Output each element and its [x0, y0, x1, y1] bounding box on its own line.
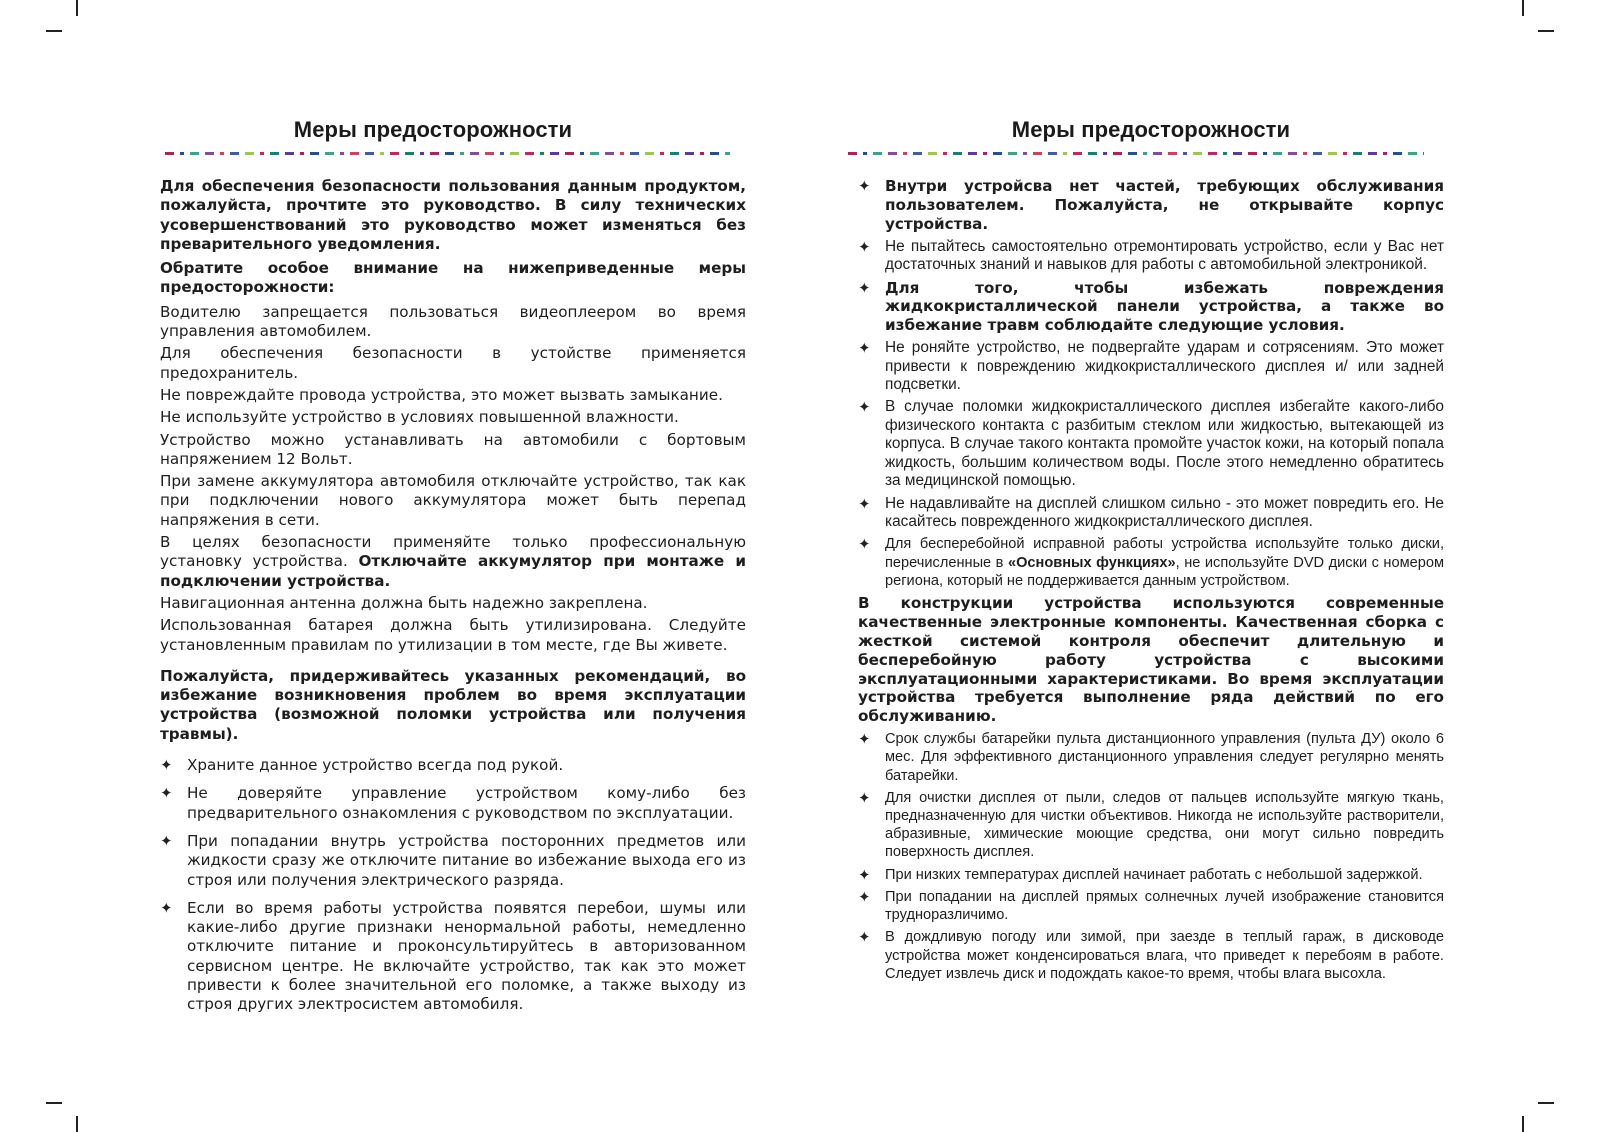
- crop-mark-bl-v: [76, 1116, 78, 1132]
- divider-dash: [710, 152, 719, 155]
- list-item-text: Не надавливайте на дисплей слишком сильно - это может повредить его. Не касайтесь поврежденного жидкокристаллического дисплея.: [885, 494, 1444, 530]
- divider-dash: [420, 152, 424, 155]
- install-text: В целях безопасности применяйте только профессиональную установку устройства.: [160, 533, 746, 571]
- list-item-text: Для очистки дисплея от пыли, следов от пальцев используйте мягкую ткань, предназначенную для чистки объективов. Никогда не используйте растворители, абразивные, химические моющие средства, они могут сильно повредить поверхность дисплея.: [885, 789, 1444, 861]
- star-bullet-icon: ✦: [160, 898, 173, 917]
- divider-dash: [1263, 152, 1267, 155]
- list-item: [858, 279, 1444, 336]
- crop-mark-br-v: [1522, 1116, 1524, 1132]
- star-bullet-icon: ✦: [160, 831, 173, 850]
- divider-dash: [430, 152, 439, 155]
- star-bullet-icon: ✦: [858, 928, 871, 947]
- list-item-text: Если во время работы устройства появятся перебои, шумы или какие-либо другие признаки ненормальной работы, немедленно отключите питание и проконсультируйтесь в авторизованном сервисном центре. Не включайте устройство, так как это может привести к более значительной его поломке, а также выходу из строя других электросистем автомобиля.: [187, 898, 746, 1014]
- list-item-text: Внутри устройсва нет частей, требующих обслуживания пользователем. Пожалуйста, не открывайте корпус устройства.: [885, 177, 1444, 233]
- divider-dash: [888, 152, 897, 155]
- divider-dash: [550, 152, 559, 155]
- divider-dash: [943, 152, 947, 155]
- star-bullet-icon: ✦: [858, 494, 871, 513]
- list-item: [160, 832, 746, 890]
- install-paragraph: [160, 533, 746, 591]
- divider-dash: [300, 152, 304, 155]
- right-bullet-list-1: [858, 177, 1444, 590]
- b7-pre-text: Для бесперебойной исправной работы устройства используйте только диски, перечисленные в: [885, 536, 1444, 571]
- list-item: [858, 535, 1444, 590]
- divider-dash: [1088, 152, 1097, 155]
- divider-dash: [1273, 152, 1282, 155]
- list-item: [858, 789, 1444, 862]
- crop-mark-tr-h: [1538, 30, 1554, 32]
- list-item-text: Не роняйте устройство, не подвергайте ударам и сотрясениям. Это может привести к повреждению жидкокристаллического дисплея и/ или задней подсветки.: [885, 339, 1444, 394]
- page-title: Меры предосторожности: [1011, 117, 1291, 142]
- color-dash-divider: [848, 152, 1424, 155]
- list-item: [160, 784, 746, 823]
- divider-dash: [1233, 152, 1242, 155]
- list-item: [858, 238, 1444, 275]
- paragraph: Для обеспечения безопасности в устойстве применяется предохранитель.: [160, 344, 746, 382]
- divider-dash: [1353, 152, 1362, 155]
- divider-dash: [380, 152, 384, 155]
- divider-dash: [470, 152, 479, 155]
- crop-mark-br-h: [1538, 1102, 1554, 1104]
- intro-text: Для обеспечения безопасности пользования данным продуктом, пожалуйста, прочтите это руководство. В силу технических усовершенствований это руководство может изменяться без преварительного уведомления.: [160, 177, 746, 253]
- divider-dash: [953, 152, 962, 155]
- divider-dash: [1368, 152, 1377, 155]
- paragraph: При замене аккумулятора автомобиля отключайте устройство, так как при подключении нового аккумулятора может быть перепад напряжения в сети.: [160, 472, 746, 529]
- divider-dash: [605, 152, 614, 155]
- divider-dash: [1288, 152, 1297, 155]
- page-title: Меры предосторожности: [293, 117, 573, 142]
- divider-dash: [285, 152, 294, 155]
- list-item-text: Не пытайтесь самостоятельно отремонтировать устройство, если у Вас нет достаточных знаний и навыков для работы с автомобильной электроникой.: [885, 237, 1444, 274]
- b7-post-text: , не используйте DVD диски с номером региона, который не поддерживается данным устройством.: [885, 554, 1445, 589]
- right-content: [858, 177, 1444, 987]
- divider-dash: [848, 152, 857, 155]
- attention-text: Обратите особое внимание на нижеприведенные меры предосторожности:: [160, 259, 746, 297]
- divider-dash: [1063, 152, 1067, 155]
- star-bullet-icon: ✦: [858, 535, 871, 554]
- divider-dash: [500, 152, 504, 155]
- divider-dash: [1423, 152, 1424, 155]
- divider-dash: [230, 152, 239, 155]
- crop-mark-bl-h: [46, 1102, 62, 1104]
- divider-dash: [873, 152, 882, 155]
- star-bullet-icon: ✦: [858, 865, 871, 884]
- divider-dash: [460, 152, 464, 155]
- divider-dash: [245, 152, 254, 155]
- list-item-text: Срок службы батарейки пульта дистанционного управления (пульта ДУ) около 6 мес. Для эффективного дистанционного управления следует регулярно менять батарейки.: [885, 731, 1444, 784]
- divider-dash: [1408, 152, 1417, 155]
- list-item: [160, 899, 746, 1015]
- divider-dash: [1313, 152, 1322, 155]
- list-item-text: Не доверяйте управление устройством кому-либо без предварительного ознакомления с руководством по эксплуатации.: [187, 784, 746, 822]
- divider-dash: [670, 152, 679, 155]
- divider-dash: [1023, 152, 1027, 155]
- divider-dash: [1248, 152, 1257, 155]
- list-item: [858, 177, 1444, 234]
- paragraph: Не повреждайте провода устройства, это может вызвать замыкание.: [160, 385, 723, 404]
- divider-dash: [485, 152, 494, 155]
- list-item: [858, 495, 1444, 532]
- divider-dash: [913, 152, 922, 155]
- right-bullet-list-2: [858, 730, 1444, 983]
- divider-dash: [325, 152, 334, 155]
- star-bullet-icon: ✦: [858, 788, 871, 807]
- star-bullet-icon: ✦: [858, 237, 871, 256]
- paragraph: Использованная батарея должна быть утилизирована. Следуйте установленным правилам по утилизации в том месте, где Вы живете.: [160, 616, 746, 654]
- divider-dash: [1048, 152, 1057, 155]
- divider-dash: [725, 152, 730, 155]
- recommend-text: Пожалуйста, придерживайтесь указанных рекомендаций, во избежание возникновения проблем во время эксплуатации устройства (возможной поломки устройства или получения травмы).: [160, 666, 746, 743]
- paragraph: Не используйте устройство в условиях повышенной влажности.: [160, 408, 679, 427]
- divider-dash: [510, 152, 519, 155]
- color-dash-divider: [165, 152, 730, 155]
- divider-dash: [1033, 152, 1042, 155]
- divider-dash: [983, 152, 987, 155]
- divider-dash: [1193, 152, 1202, 155]
- divider-dash: [928, 152, 937, 155]
- divider-dash: [630, 152, 639, 155]
- list-item: [858, 398, 1444, 490]
- b7-bold-text: «Основных функциях»: [1007, 554, 1176, 571]
- star-bullet-icon: ✦: [160, 756, 173, 775]
- divider-dash: [700, 152, 704, 155]
- divider-dash: [1223, 152, 1227, 155]
- divider-dash: [903, 152, 907, 155]
- list-item-text: При попадании на дисплей прямых солнечных лучей изображение становится трудноразличимо.: [885, 888, 1444, 924]
- crop-mark-tr-v: [1522, 0, 1524, 16]
- crop-mark-tl-v: [76, 0, 78, 16]
- divider-dash: [205, 152, 214, 155]
- divider-dash: [1128, 152, 1137, 155]
- divider-dash: [863, 152, 867, 155]
- star-bullet-icon: ✦: [858, 177, 871, 195]
- divider-dash: [1343, 152, 1347, 155]
- divider-dash: [590, 152, 599, 155]
- divider-dash: [968, 152, 977, 155]
- list-item-text: Для того, чтобы избежать повреждения жидкокристаллической панели устройства, а также во избежание травм соблюдайте следующие условия.: [885, 278, 1444, 335]
- divider-dash: [445, 152, 454, 155]
- divider-dash: [540, 152, 544, 155]
- divider-dash: [1328, 152, 1337, 155]
- divider-dash: [525, 152, 534, 155]
- divider-dash: [190, 152, 199, 155]
- divider-dash: [260, 152, 264, 155]
- star-bullet-icon: ✦: [858, 278, 871, 297]
- divider-dash: [405, 152, 414, 155]
- list-item: [858, 339, 1444, 394]
- components-text: В конструкции устройства используются современные качественные электронные компоненты. Качественная сборка с жесткой системой контроля обеспечит длительную и бесперебойную работу устройства с высокими эксплуатационными характеристиками. Во время эксплуатации устройства требуется выполнение ряда действий по его обслуживанию.: [858, 593, 1444, 726]
- divider-dash: [565, 152, 574, 155]
- install-bold-text: Отключайте аккумулятор при монтаже и подключении устройства.: [160, 552, 746, 590]
- left-content: [160, 177, 746, 1024]
- divider-dash: [1303, 152, 1307, 155]
- list-item-text: При низких температурах дисплей начинает работать с небольшой задержкой.: [885, 866, 1423, 883]
- list-item: [858, 888, 1444, 924]
- list-item: [858, 866, 1444, 884]
- divider-dash: [340, 152, 344, 155]
- divider-dash: [180, 152, 184, 155]
- divider-dash: [685, 152, 694, 155]
- list-item: [858, 730, 1444, 785]
- divider-dash: [1103, 152, 1107, 155]
- star-bullet-icon: ✦: [858, 730, 871, 749]
- list-item-text: Храните данное устройство всегда под рукой.: [187, 756, 564, 775]
- list-item-text: В случае поломки жидкокристаллического дисплея избегайте какого-либо физического контакта с разбитым стеклом или жидкостью, вытекающей из корпуса. В случае такого контакта промойте участок кожи, на который попала жидкость, большим количеством воды. После этого немедленно обратитесь за медицинской помощью.: [885, 398, 1444, 490]
- left-page: [160, 0, 746, 1132]
- list-item-text: [885, 535, 1444, 590]
- divider-dash: [1113, 152, 1122, 155]
- paragraph: Водителю запрещается пользоваться видеоплеером во время управления автомобилем.: [160, 302, 746, 341]
- divider-dash: [1208, 152, 1217, 155]
- divider-dash: [660, 152, 664, 155]
- divider-dash: [165, 152, 174, 155]
- divider-dash: [1168, 152, 1177, 155]
- divider-dash: [620, 152, 624, 155]
- left-bullet-list: [160, 756, 746, 1015]
- divider-dash: [390, 152, 399, 155]
- list-item: [858, 928, 1444, 983]
- divider-dash: [270, 152, 279, 155]
- list-item-text: В дождливую погоду или зимой, при заезде в теплый гараж, в дисководе устройства может конденсироваться влага, что приведет к перебоям в работе. Следует извлечь диск и подождать какое-то время, чтобы влага высохла.: [885, 929, 1444, 982]
- crop-mark-tl-h: [46, 30, 62, 32]
- star-bullet-icon: ✦: [858, 887, 871, 906]
- divider-dash: [350, 152, 359, 155]
- divider-dash: [645, 152, 654, 155]
- paragraph: Навигационная антенна должна быть надежно закреплена.: [160, 593, 648, 612]
- divider-dash: [1008, 152, 1017, 155]
- divider-dash: [1143, 152, 1147, 155]
- right-page: [858, 0, 1444, 1132]
- divider-dash: [310, 152, 319, 155]
- star-bullet-icon: ✦: [160, 784, 173, 803]
- divider-dash: [1183, 152, 1187, 155]
- divider-dash: [1073, 152, 1082, 155]
- star-bullet-icon: ✦: [858, 339, 871, 358]
- list-item-text: При попадании внутрь устройства посторонних предметов или жидкости сразу же отключите питание во избежание выхода его из строя или получения электрического разряда.: [187, 831, 746, 889]
- divider-dash: [365, 152, 374, 155]
- divider-dash: [1153, 152, 1162, 155]
- star-bullet-icon: ✦: [858, 398, 871, 417]
- divider-dash: [1383, 152, 1387, 155]
- list-item: [160, 756, 746, 775]
- divider-dash: [220, 152, 224, 155]
- divider-dash: [1393, 152, 1402, 155]
- divider-dash: [993, 152, 1002, 155]
- divider-dash: [580, 152, 584, 155]
- paragraph: Устройство можно устанавливать на автомобили с бортовым напряжением 12 Вольт.: [160, 430, 746, 468]
